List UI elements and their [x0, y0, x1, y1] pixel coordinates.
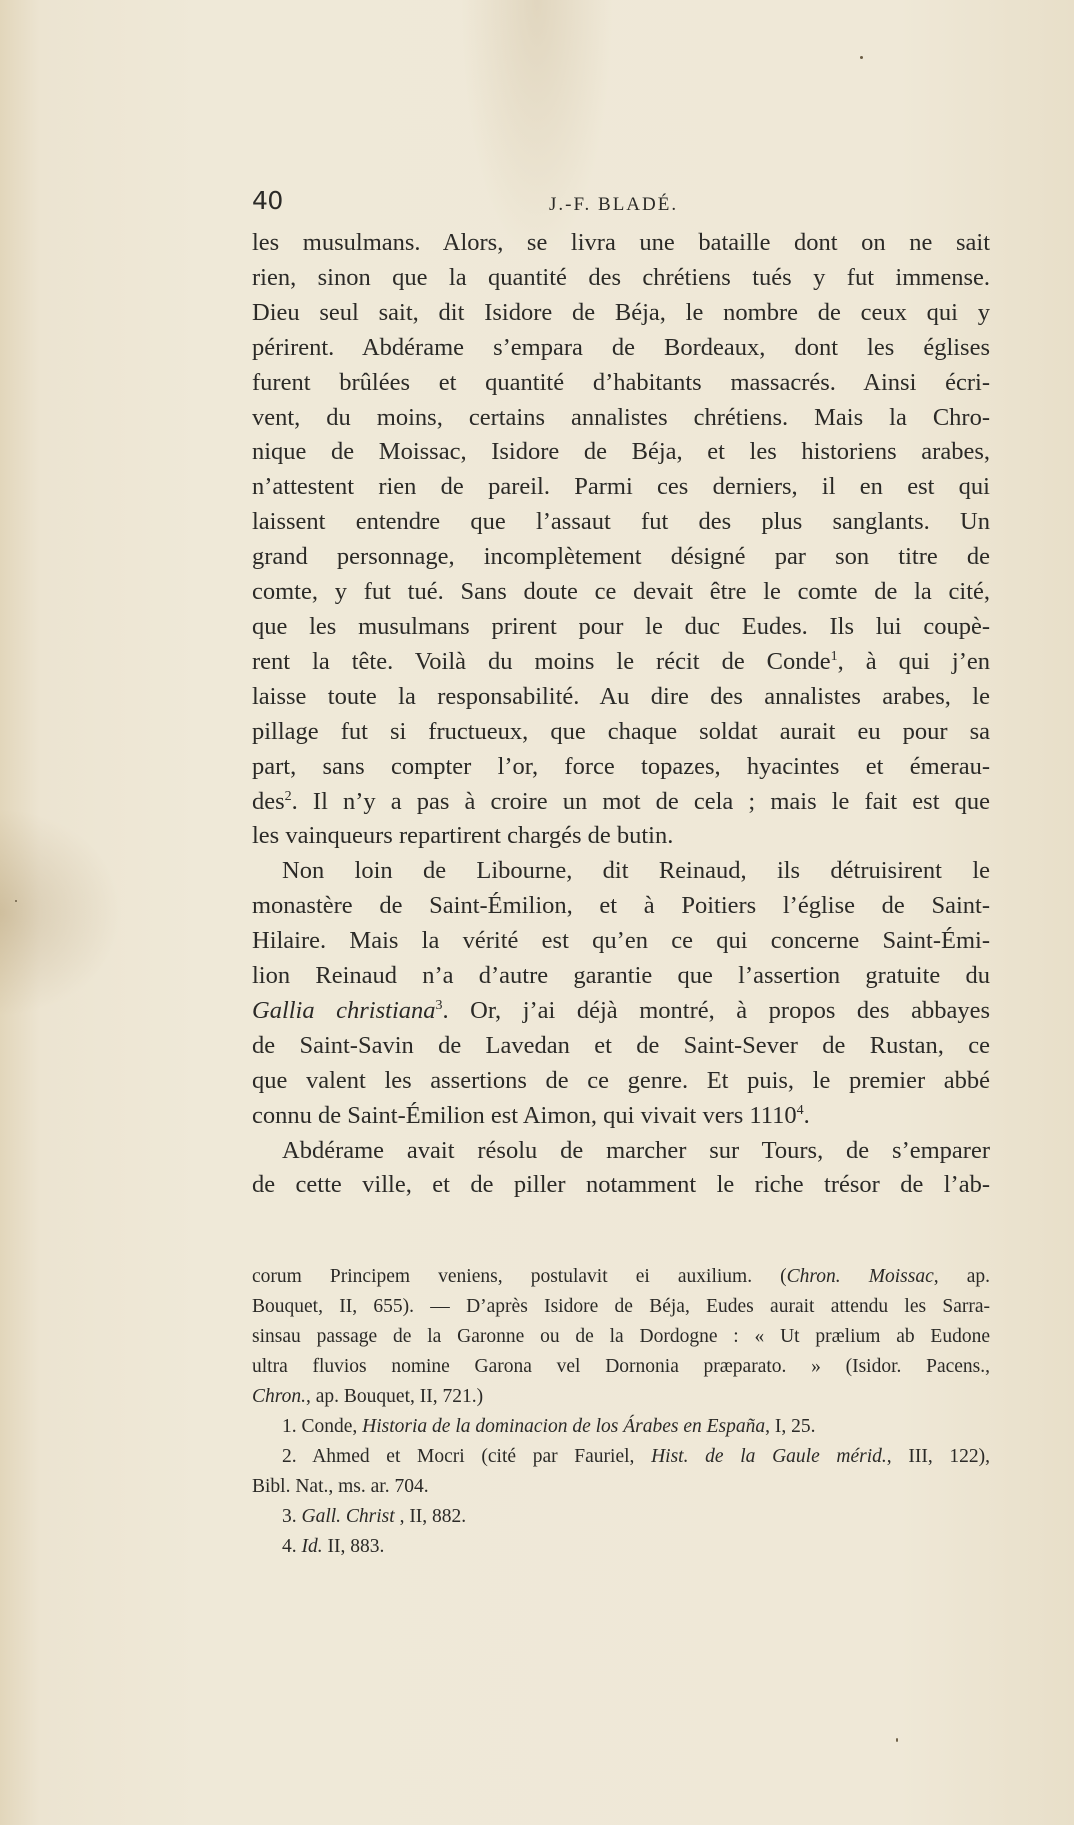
text-line: vent, du moins, certains annalistes chrétiens. Mais la Chro-: [252, 403, 990, 431]
footnote-line: ultra fluvios nomine Garona vel Dornonia præparato. » (Isidor. Pacens.,: [252, 1356, 990, 1377]
text-line: part, sans compter l’or, force topazes, hyacintes et émerau-: [252, 752, 990, 780]
text-line: Hilaire. Mais la vérité est qu’en ce qui concerne Saint-Émi-: [252, 927, 990, 955]
italic-title: Hist. de la Gaule mérid.: [651, 1446, 887, 1467]
text-line: périrent. Abdérame s’empara de Bordeaux, dont les églises: [252, 333, 990, 361]
footnote-number: 2.: [282, 1446, 297, 1467]
text-fragment: , à qui j’en: [837, 647, 990, 675]
text-line: laisse toute la responsabilité. Au dire des annalistes arabes, le: [252, 682, 990, 710]
text-fragment: , ap. Bouquet, II, 721.): [306, 1386, 484, 1407]
text-line: rien, sinon que la quantité des chrétiens tués y fut immense.: [252, 263, 990, 291]
text-line: laissent entendre que l’assaut fut des plus sanglants. Un: [252, 508, 990, 536]
text-line: les musulmans. Alors, se livra une bataille dont on ne sait: [252, 229, 990, 256]
text-fragment: rent la tête. Voilà du moins le récit de Conde: [252, 647, 831, 675]
footnote-line: Bouquet, II, 655). — D’après Isidore de Béja, Eudes aurait attendu les Sarra-: [252, 1296, 990, 1317]
text-line: Abdérame avait résolu de marcher sur Tours, de s’emparer: [282, 1136, 990, 1164]
text-fragment: Ahmed et Mocri (cité par Fauriel,: [296, 1446, 652, 1467]
text-line: Non loin de Libourne, dit Reinaud, ils détruisirent le: [282, 857, 990, 885]
footnote-line: [252, 1262, 990, 1292]
text-line: que valent les assertions de ce genre. Et puis, le premier abbé: [252, 1066, 990, 1094]
footnote-2: [252, 1442, 990, 1472]
text-fragment: , III, 122),: [886, 1446, 990, 1467]
text-line: monastère de Saint-Émilion, et à Poitiers l’église de Saint-: [252, 892, 990, 920]
text-line: comte, y fut tué. Sans doute ce devait être le comte de la cité,: [252, 578, 990, 606]
text-fragment: .: [803, 1101, 810, 1129]
footnote-3: [252, 1502, 990, 1532]
italic-title: Historia de la dominacion de los Árabes en España: [362, 1416, 766, 1437]
footnote-ref-2[interactable]: 2: [284, 788, 292, 804]
italic-title: Chron. Moissac: [786, 1266, 934, 1287]
text-fragment: des: [252, 787, 285, 815]
text-line: de Saint-Savin de Lavedan et de Saint-Sever de Rustan, ce: [252, 1031, 990, 1059]
text-fragment: connu de Saint-Émilion est Aimon, qui vivait vers 1110: [252, 1101, 797, 1129]
text-line: [252, 645, 990, 680]
footnote-number: 1.: [282, 1416, 297, 1437]
paper-speck: [15, 900, 17, 902]
text-fragment: , ap.: [933, 1266, 990, 1287]
text-line: que les musulmans prirent pour le duc Eudes. Ils lui coupè-: [252, 612, 990, 640]
footnote-line: Bibl. Nat., ms. ar. 704.: [252, 1476, 429, 1497]
italic-title: Gallia christiana: [252, 996, 436, 1024]
footnote-ref-1[interactable]: 1: [830, 648, 838, 664]
running-head: [252, 186, 990, 226]
italic-title: Chron.: [252, 1386, 306, 1407]
text-fragment: . Il n’y a pas à croire un mot de cela ; mais le fait est que: [291, 787, 990, 815]
main-text: [252, 226, 990, 1203]
text-line: Dieu seul sait, dit Isidore de Béja, le nombre de ceux qui y: [252, 298, 990, 326]
paper-speck: [896, 1738, 898, 1742]
footnote-4: [252, 1532, 990, 1562]
text-line: n’attestent rien de pareil. Parmi ces derniers, il en est qui: [252, 473, 990, 501]
book-page: [252, 186, 990, 1557]
page-number: 40: [252, 186, 283, 215]
text-fragment: , II, 882.: [399, 1506, 467, 1527]
italic-title: Id.: [301, 1536, 323, 1557]
text-line: de cette ville, et de piller notamment le riche trésor de l’ab-: [252, 1171, 990, 1199]
text-line: [252, 994, 990, 1029]
footnote-number: 4.: [282, 1536, 297, 1557]
running-head-author: J.-F. BLADÉ.: [549, 194, 679, 215]
text-fragment: , I, 25.: [765, 1416, 816, 1437]
footnote-1: [252, 1412, 990, 1442]
text-fragment: Conde,: [296, 1416, 363, 1437]
footnote-line: sinsau passage de la Garonne ou de la Dordogne : « Ut prælium ab Eudone: [252, 1326, 990, 1347]
text-line: pillage fut si fructueux, que chaque soldat aurait eu pour sa: [252, 717, 990, 745]
text-fragment: . Or, j’ai déjà montré, à propos des abbayes: [442, 996, 990, 1024]
footnote-ref-4[interactable]: 4: [796, 1102, 804, 1118]
text-line: [252, 785, 990, 820]
paper-speck: [860, 56, 863, 59]
italic-title: Gall. Christ: [301, 1506, 395, 1527]
footnote-number: 3.: [282, 1506, 297, 1527]
text-line: [252, 1099, 990, 1134]
footnote-ref-3[interactable]: 3: [435, 997, 443, 1013]
footnote-line: [252, 1382, 990, 1412]
footnotes: [252, 1262, 990, 1562]
text-fragment: II, 883.: [322, 1536, 385, 1557]
text-fragment: corum Principem veniens, postulavit ei auxilium. (: [252, 1266, 787, 1287]
text-line: grand personnage, incomplètement désigné par son titre de: [252, 543, 990, 571]
text-line: nique de Moissac, Isidore de Béja, et les historiens arabes,: [252, 438, 990, 466]
text-line: lion Reinaud n’a d’autre garantie que l’assertion gratuite du: [252, 962, 990, 990]
text-line: furent brûlées et quantité d’habitants massacrés. Ainsi écri-: [252, 368, 990, 396]
text-line: les vainqueurs repartirent chargés de butin.: [252, 822, 674, 850]
